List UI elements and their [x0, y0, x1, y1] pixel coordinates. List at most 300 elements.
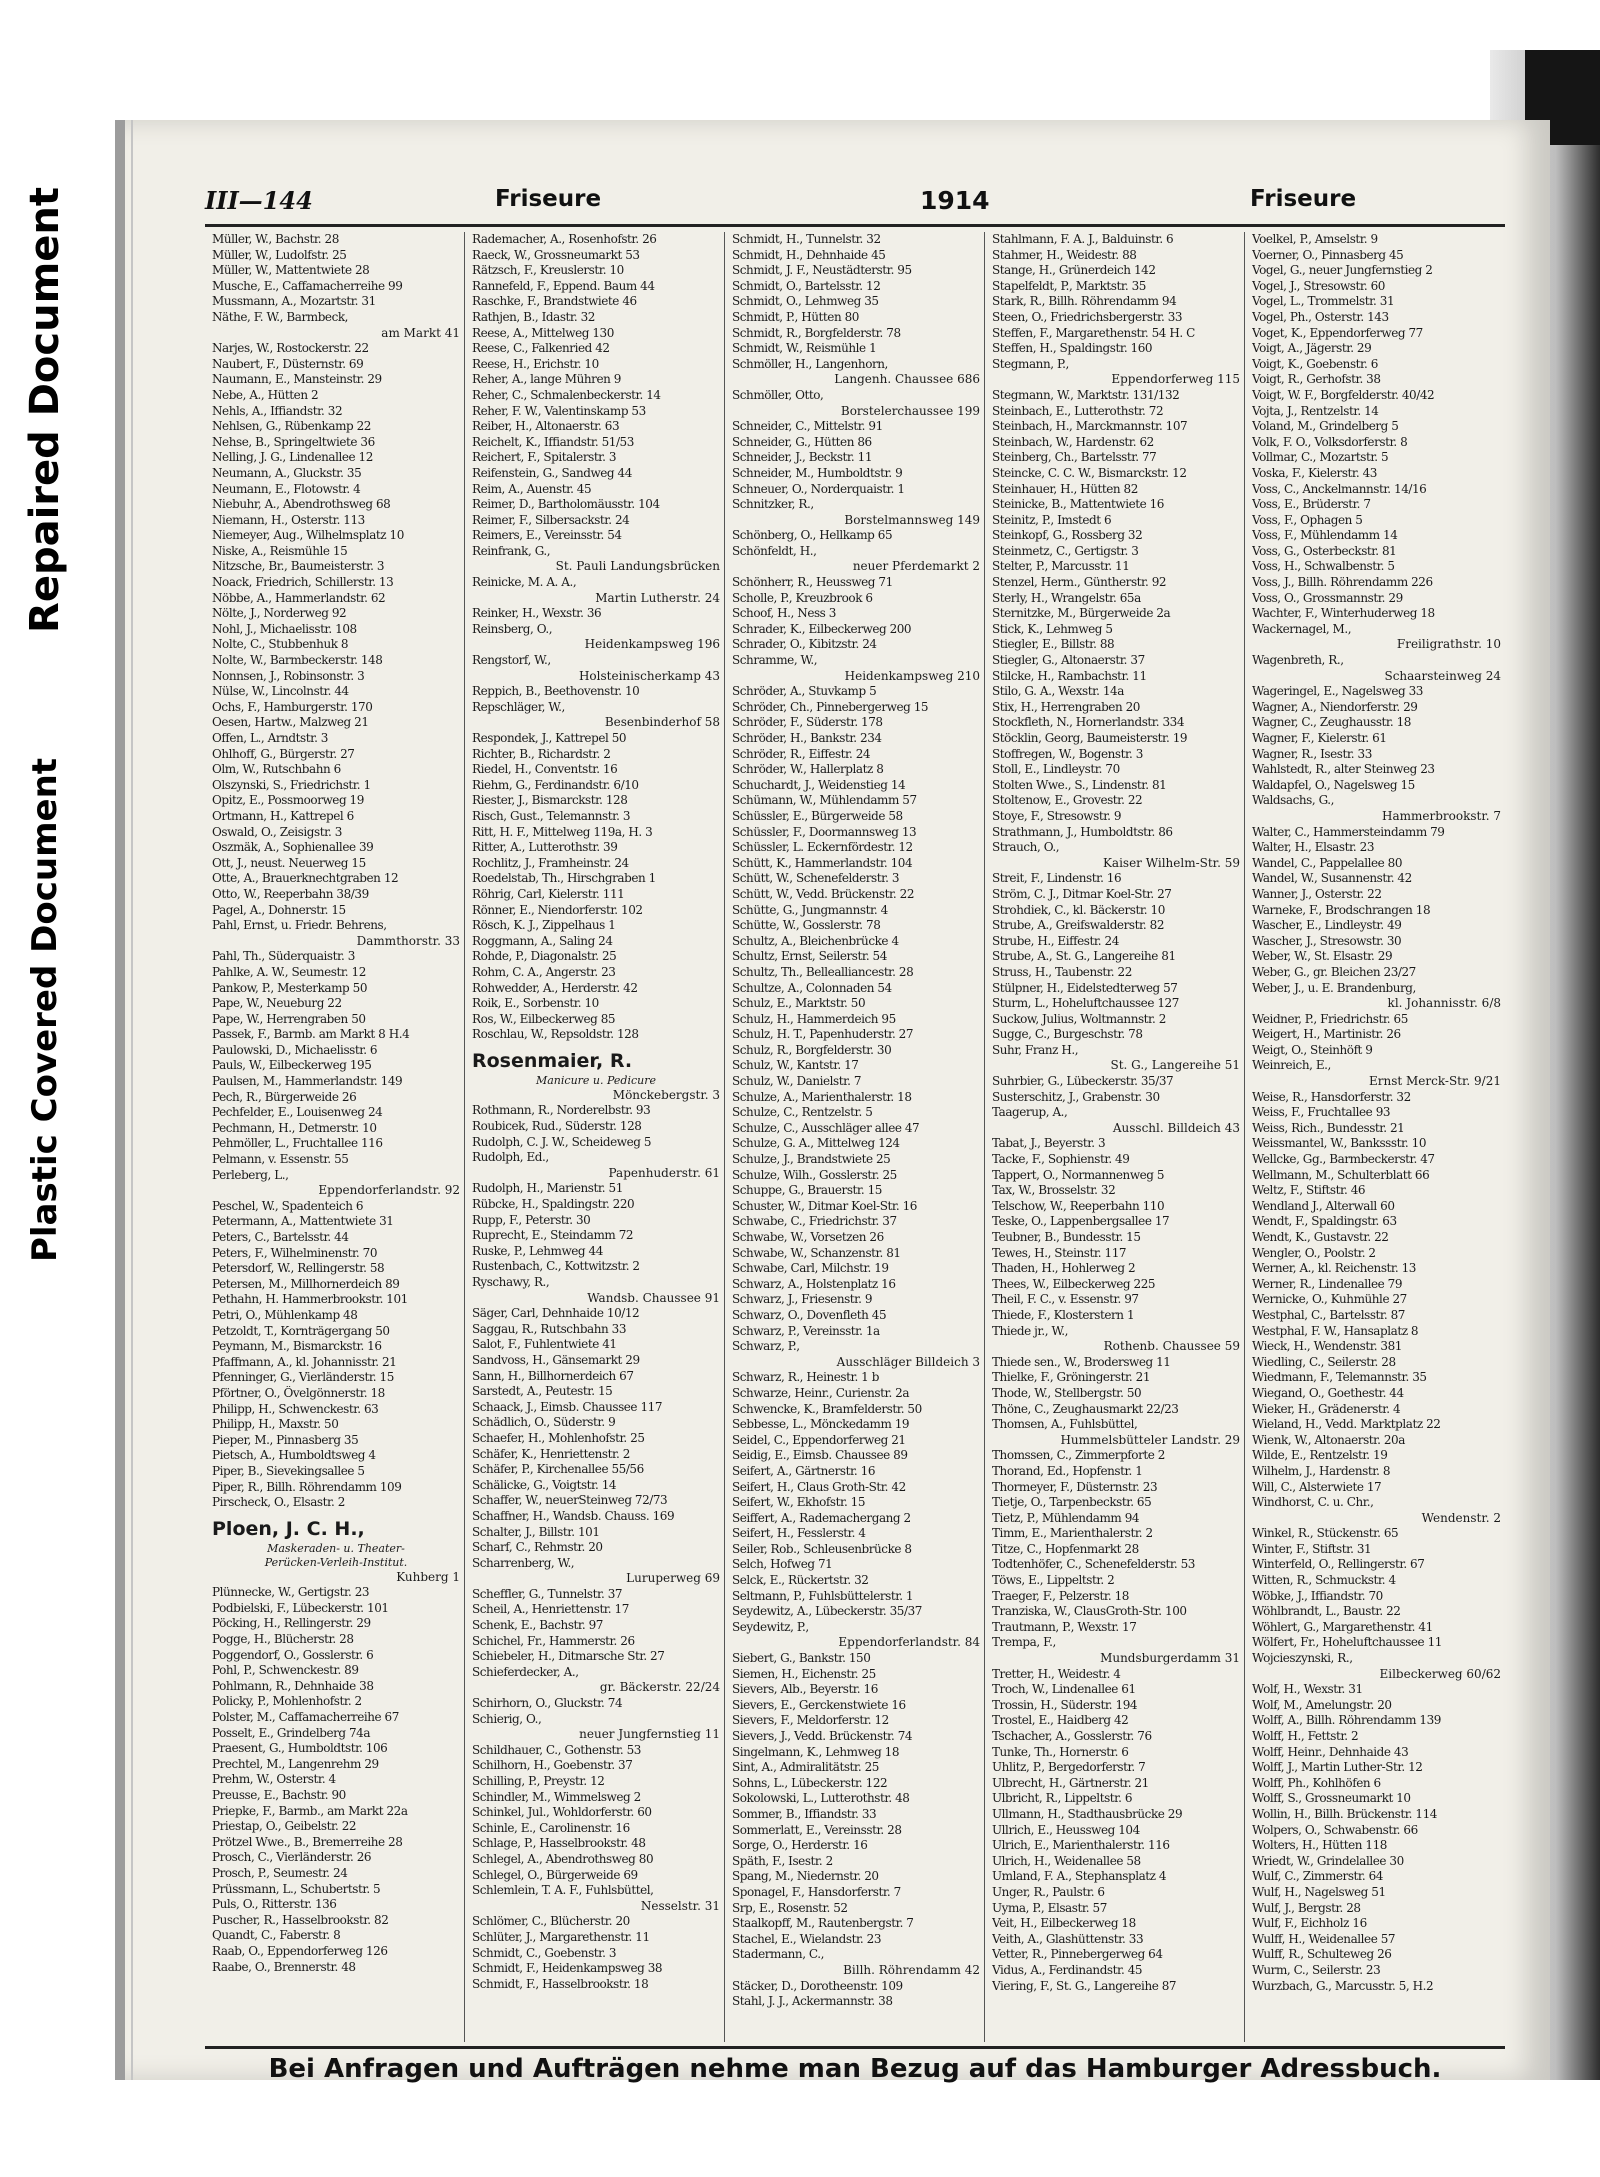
directory-entry: Richter, B., Richardstr. 2	[472, 746, 611, 761]
directory-entry: Schichel, Fr., Hammerstr. 26	[472, 1633, 635, 1648]
directory-entry: Scheffler, G., Tunnelstr. 37	[472, 1586, 623, 1601]
directory-entry: Seidig, E., Eimsb. Chaussee 89	[732, 1448, 908, 1463]
directory-entry: Tranziska, W., ClausGroth-Str. 100	[992, 1604, 1187, 1619]
directory-entry: Voss, F., Mühlendamm 14	[1252, 528, 1398, 543]
directory-entry: Schuppe, G., Brauerstr. 15	[732, 1183, 882, 1198]
directory-entry: Stoltenow, E., Grovestr. 22	[992, 793, 1143, 808]
directory-entry: Repschläger, W.,	[472, 699, 565, 714]
directory-entry: Reichert, F., Spitalerstr. 3	[472, 450, 617, 465]
directory-entry: Winterfeld, O., Rellingerstr. 67	[1252, 1557, 1425, 1572]
directory-entry: Wöhlbrandt, L., Baustr. 22	[1252, 1604, 1401, 1619]
directory-entry: Schüssler, L. Eckernfördestr. 12	[732, 840, 913, 855]
directory-entry: Schmidt, O., Bartelsstr. 12	[732, 278, 881, 293]
page-header	[205, 186, 1515, 226]
entry-continuation: Holsteinischerkamp 43	[578, 668, 720, 683]
directory-entry: Reher, A., lange Mühren 9	[472, 372, 621, 387]
directory-entry: Stange, H., Grünerdeich 142	[992, 263, 1156, 278]
directory-entry: Reinker, H., Wexstr. 36	[472, 606, 602, 621]
directory-entry: Stöcklin, Georg, Baumeisterstr. 19	[992, 731, 1188, 745]
directory-entry: Wolf, H., Wexstr. 31	[1252, 1682, 1363, 1697]
directory-entry: Steinmetz, C., Gertigstr. 3	[992, 543, 1139, 558]
entry-continuation: Kaiser Wilhelm-Str. 59	[1102, 855, 1240, 870]
directory-entry: Ullmann, H., Stadthausbrücke 29	[992, 1806, 1183, 1821]
directory-entry: Voigt, R., Gerhofstr. 38	[1252, 372, 1381, 387]
directory-entry: Pohlmann, R., Dehnhaide 38	[212, 1678, 374, 1693]
directory-entry: Troch, W., Lindenallee 61	[992, 1682, 1136, 1697]
directory-entry: Schneider, C., Mittelstr. 91	[732, 419, 883, 434]
entry-continuation: Nesselstr. 31	[640, 1898, 720, 1913]
directory-entry: Winkel, R., Stückenstr. 65	[1252, 1526, 1399, 1541]
directory-entry: Piper, B., Sievekingsallee 5	[212, 1463, 365, 1478]
directory-entry: Schmidt, H., Tunnelstr. 32	[732, 232, 881, 246]
repaired-document-text: Repaired Document	[22, 187, 68, 633]
directory-entry: Polster, M., Caffamacherreihe 67	[212, 1710, 399, 1725]
directory-entry: Schwabe, W., Vorsetzen 26	[732, 1230, 884, 1244]
directory-page	[115, 120, 1550, 2084]
directory-entry: Perleberg, L.,	[212, 1167, 289, 1182]
directory-entry: Wandel, C., Pappelallee 80	[1252, 855, 1403, 870]
side-labels	[0, 0, 100, 2177]
directory-entry: Ohlhoff, G., Bürgerstr. 27	[212, 746, 355, 761]
directory-entry: Nehls, A., Iffiandstr. 32	[212, 403, 343, 418]
directory-entry: Wiedmann, F., Telemannstr. 35	[1252, 1370, 1427, 1385]
directory-entry: Peymann, M., Bismarckstr. 16	[212, 1339, 382, 1354]
directory-entry: Schulze, J., Brandstwiete 25	[732, 1152, 891, 1167]
directory-entry: Stilcke, H., Rambachstr. 11	[992, 668, 1147, 683]
entry-continuation: am Markt 41	[381, 325, 460, 340]
directory-entry: Waldsachs, G.,	[1252, 793, 1335, 808]
directory-entry: Wurm, C., Seilerstr. 23	[1252, 1962, 1381, 1977]
directory-entry: Veith, A., Glashüttenstr. 33	[992, 1931, 1144, 1946]
directory-entry: Wolters, H., Hütten 118	[1252, 1838, 1387, 1853]
directory-entry: Sohns, L., Lübeckerstr. 122	[732, 1775, 888, 1790]
directory-entry: Schütt, W., Vedd. Brückenstr. 22	[732, 886, 915, 901]
directory-entry: Salot, F., Fuhlentwiete 41	[472, 1337, 617, 1352]
directory-entry: Wolff, S., Grossneumarkt 10	[1252, 1791, 1411, 1806]
directory-entry: Schmidt, W., Reismühle 1	[732, 341, 877, 356]
directory-entry: Opitz, E., Possmoorweg 19	[212, 793, 364, 808]
directory-entry: Offen, L., Arndtstr. 3	[212, 731, 328, 745]
directory-entry: Schmidt, F., Heidenkampsweg 38	[472, 1961, 663, 1976]
directory-entry: Thöne, C., Zeughausmarkt 22/23	[992, 1401, 1179, 1416]
directory-entry: Ritt, H. F., Mittelweg 119a, H. 3	[472, 824, 653, 839]
directory-entry: Stark, R., Billh. Röhrendamm 94	[992, 294, 1177, 309]
entry-continuation: Eppendorferlandstr. 84	[838, 1635, 980, 1650]
directory-entry: Telschow, W., Reeperbahn 110	[992, 1198, 1165, 1213]
directory-entry: Schalter, J., Billstr. 101	[472, 1524, 600, 1539]
entry-continuation: St. G., Langereihe 51	[1110, 1058, 1240, 1073]
directory-entry: Schlegel, A., Abendrothsweg 80	[472, 1851, 654, 1866]
directory-entry: Schlüter, J., Margarethenstr. 11	[472, 1929, 650, 1944]
directory-entry: Sternitzke, M., Bürgerweide 2a	[992, 606, 1171, 621]
directory-entry: Pelmann, v. Essenstr. 55	[212, 1152, 349, 1167]
directory-entry: Raab, O., Eppendorferweg 126	[212, 1943, 388, 1958]
directory-entry: Vojta, J., Rentzelstr. 14	[1252, 403, 1379, 418]
directory-entry: Susterschitz, J., Grabenstr. 30	[992, 1089, 1160, 1104]
directory-entry: Schramme, W.,	[732, 653, 818, 668]
directory-entry: Respondek, J., Kattrepel 50	[472, 731, 627, 745]
directory-entry: Pförtner, O., Övelgönnerstr. 18	[212, 1385, 385, 1400]
directory-entry: Vollmar, C., Mozartstr. 5	[1252, 450, 1389, 465]
directory-entry: Vidus, A., Ferdinandstr. 45	[992, 1962, 1143, 1977]
directory-entry: Thielke, F., Gröningerstr. 21	[992, 1370, 1151, 1385]
directory-entry: Pietsch, A., Humboldtsweg 4	[212, 1448, 376, 1463]
page-number: III—144	[205, 186, 313, 215]
directory-entry: Roubicek, Rud., Süderstr. 128	[472, 1119, 642, 1134]
directory-entry: Passek, F., Barmb. am Markt 8 H.4	[212, 1027, 410, 1042]
directory-entry: Thomssen, C., Zimmerpforte 2	[992, 1448, 1165, 1463]
entry-continuation: Rothenb. Chaussee 59	[1103, 1339, 1240, 1354]
directory-entry: Paulsen, M., Hammerlandstr. 149	[212, 1074, 403, 1089]
directory-entry: Unger, R., Paulstr. 6	[992, 1884, 1105, 1899]
directory-entry: Pieper, M., Pinnasberg 35	[212, 1432, 359, 1447]
entry-continuation: Ausschläger Billdeich 3	[836, 1354, 980, 1369]
directory-entry: Wölfert, Fr., Hoheluftchaussee 11	[1252, 1635, 1442, 1650]
directory-entry: Reher, F. W., Valentinskamp 53	[472, 403, 646, 418]
directory-entry: Pahl, Ernst, u. Friedr. Behrens,	[212, 918, 387, 933]
directory-entry: Weber, G., gr. Bleichen 23/27	[1252, 964, 1416, 979]
entry-continuation: Wendenstr. 2	[1421, 1510, 1501, 1525]
directory-entry: Schwarz, O., Dovenfleth 45	[732, 1307, 887, 1322]
directory-entry: Wolf, M., Amelungstr. 20	[1252, 1697, 1392, 1712]
directory-entry: Pahlke, A. W., Seumestr. 12	[212, 964, 366, 979]
directory-entry: Selck, E., Rückertstr. 32	[732, 1573, 869, 1588]
directory-entry: Rohde, P., Diagonalstr. 25	[472, 949, 617, 964]
directory-entry: Müller, W., Ludolfstr. 25	[212, 247, 347, 262]
directory-entry: Steffen, F., Margarethenstr. 54 H. C	[992, 325, 1195, 340]
directory-entry: Wandel, W., Susannenstr. 42	[1252, 871, 1412, 886]
entry-continuation: Eppendorferlandstr. 92	[318, 1183, 460, 1198]
directory-entry: Rupp, F., Peterstr. 30	[472, 1212, 591, 1227]
directory-entry: Tietz, P., Mühlendamm 94	[992, 1510, 1140, 1525]
directory-entry: Vogel, L., Trommelstr. 31	[1252, 294, 1395, 309]
directory-entry: Schultze, A., Colonnaden 54	[732, 980, 892, 995]
directory-entry: Pehmöller, L., Fruchtallee 116	[212, 1136, 383, 1151]
directory-entry: Steinicke, B., Mattentwiete 16	[992, 497, 1164, 512]
directory-entry: Schaack, J., Eimsb. Chaussee 117	[472, 1399, 662, 1414]
directory-entry: Weise, R., Hansdorferstr. 32	[1252, 1089, 1411, 1104]
directory-entry: Wiedling, C., Seilerstr. 28	[1252, 1354, 1396, 1369]
directory-entry: Peschel, W., Spadenteich 6	[212, 1198, 364, 1213]
directory-entry: Schwarz, R., Heinestr. 1 b	[732, 1370, 879, 1385]
directory-entry: Pankow, P., Mesterkamp 50	[212, 980, 368, 995]
directory-entry: Wulf, H., Nagelsweg 51	[1252, 1884, 1386, 1899]
directory-entry: Selch, Hofweg 71	[732, 1557, 833, 1572]
directory-entry: Schmidt, P., Hütten 80	[732, 309, 859, 324]
directory-entry: Nolte, C., Stubbenhuk 8	[212, 637, 349, 652]
entry-continuation: neuer Jungfernstieg 11	[579, 1727, 720, 1742]
directory-entry: Nehlsen, G., Rübenkamp 22	[212, 419, 371, 434]
entry-continuation: Mundsburgerdamm 31	[1100, 1651, 1240, 1666]
directory-entry: Wöbke, J., Iffiandstr. 70	[1252, 1588, 1383, 1603]
directory-entry: Schütt, K., Hammerlandstr. 104	[732, 855, 913, 870]
entry-continuation: Borstelmannsweg 149	[844, 512, 980, 527]
directory-entry: Wöhlert, G., Margarethenstr. 41	[1252, 1619, 1433, 1634]
directory-entry: Schlömer, C., Blücherstr. 20	[472, 1914, 630, 1929]
directory-entry: Podbielski, F., Lübeckerstr. 101	[212, 1600, 389, 1615]
directory-entry: Paulowski, D., Michaelisstr. 6	[212, 1042, 378, 1057]
directory-entry: Philipp, H., Schwenckestr. 63	[212, 1401, 379, 1416]
directory-entry: Weber, J., u. E. Brandenburg,	[1252, 980, 1416, 995]
directory-entry: Priestap, O., Geibelstr. 22	[212, 1819, 357, 1834]
directory-entry: Poggendorf, O., Gosslerstr. 6	[212, 1647, 374, 1662]
directory-entry: Pirscheck, O., Elsastr. 2	[212, 1495, 345, 1510]
firm-description: Manicure u. Pedicure	[535, 1073, 656, 1087]
directory-entry: Riehm, G., Ferdinandstr. 6/10	[472, 777, 639, 792]
page-edge	[131, 120, 133, 2080]
directory-entry: Wascher, J., Stresowstr. 30	[1252, 933, 1402, 948]
directory-entry: Priepke, F., Barmb., am Markt 22a	[212, 1803, 408, 1818]
header-year: 1914	[920, 186, 990, 215]
directory-entry: Thiede, F., Klosterstern 1	[992, 1307, 1135, 1322]
directory-entry: Ochs, F., Hamburgerstr. 170	[212, 699, 373, 714]
directory-entry: Voss, C., Anckelmannstr. 14/16	[1252, 481, 1427, 496]
directory-entry: Preusse, E., Bachstr. 90	[212, 1788, 346, 1802]
directory-entry: Müller, W., Bachstr. 28	[212, 232, 339, 246]
directory-entry: Schlage, P., Hasselbrookstr. 48	[472, 1836, 646, 1851]
directory-entry: Rothmann, R., Norderelbstr. 93	[472, 1103, 651, 1118]
directory-entry: Voigt, K., Goebenstr. 6	[1252, 356, 1378, 371]
directory-entry: Tacke, F., Sophienstr. 49	[992, 1152, 1130, 1167]
directory-entry: Rochlitz, J., Framheinstr. 24	[472, 855, 629, 870]
directory-entry: Schönberg, O., Hellkamp 65	[732, 528, 893, 543]
directory-entry: Walter, H., Elsastr. 23	[1252, 840, 1375, 855]
directory-entry: Nelling, J. G., Lindenallee 12	[212, 450, 373, 465]
directory-entry: Weidner, P., Friedrichstr. 65	[1252, 1011, 1408, 1026]
directory-entry: Schwarze, Heinr., Curienstr. 2a	[732, 1385, 910, 1400]
directory-entry: Ullrich, E., Heussweg 104	[992, 1822, 1140, 1837]
directory-entry: Schilhorn, H., Goebenstr. 37	[472, 1758, 633, 1773]
directory-entry: Strohdiek, C., kl. Bäckerstr. 10	[992, 902, 1165, 917]
directory-entry: Wagner, A., Niendorferstr. 29	[1252, 699, 1418, 714]
directory-entry: Voland, M., Grindelberg 5	[1252, 419, 1399, 434]
directory-entry: Raeck, W., Grossneumarkt 53	[472, 247, 640, 262]
directory-entry: Schröder, H., Bankstr. 234	[732, 731, 882, 745]
entry-continuation: Schaarsteinweg 24	[1384, 668, 1501, 683]
directory-entry: Reimer, D., Bartholomäusstr. 104	[472, 497, 660, 512]
directory-entry: Petersdorf, W., Rellingerstr. 58	[212, 1261, 385, 1276]
directory-entry: Raschke, F., Brandstwiete 46	[472, 294, 637, 309]
directory-entry: Veit, H., Eilbeckerweg 18	[992, 1916, 1136, 1931]
directory-entry: Sandvoss, H., Gänsemarkt 29	[472, 1352, 640, 1367]
directory-entry: Siemen, H., Eichenstr. 25	[732, 1666, 876, 1681]
directory-entry: Wachter, F., Winterhuderweg 18	[1252, 606, 1435, 621]
directory-entry: Näthe, F. W., Barmbeck,	[212, 309, 349, 324]
directory-entry: Reese, H., Erichstr. 10	[472, 356, 599, 371]
directory-entry: Sturm, L., Hoheluftchaussee 127	[992, 996, 1179, 1011]
directory-entry: Pechfelder, E., Louisenweg 24	[212, 1105, 383, 1120]
directory-entry: Niemeyer, Aug., Wilhelmsplatz 10	[212, 528, 404, 543]
directory-entry: Steinhauer, H., Hütten 82	[992, 481, 1138, 496]
directory-entry: Ott, J., neust. Neuerweg 15	[212, 855, 366, 870]
directory-entry: Schäfer, K., Henriettenstr. 2	[472, 1446, 630, 1461]
directory-entry: Wojcieszynski, R.,	[1252, 1651, 1353, 1666]
directory-entry: Vetter, R., Pinnebergerweg 64	[992, 1947, 1163, 1962]
plastic-covered-text: Plastic Covered Document	[25, 757, 66, 1263]
directory-entry: Wagenbreth, R.,	[1252, 653, 1344, 668]
directory-entry: Sommer, B., Iffiandstr. 33	[732, 1806, 877, 1821]
directory-entry: Ritter, A., Lutterothstr. 39	[472, 840, 618, 855]
directory-entry: Plünnecke, W., Gertigstr. 23	[212, 1585, 370, 1600]
directory-entry: Pohl, P., Schwenckestr. 89	[212, 1663, 359, 1678]
directory-entry: Schütte, G., Jungmannstr. 4	[732, 902, 888, 917]
directory-column-4	[985, 232, 1245, 2042]
directory-column-2	[465, 232, 725, 2042]
directory-entry: Tabat, J., Beyerstr. 3	[992, 1136, 1106, 1151]
directory-entry: Rohm, C. A., Angerstr. 23	[472, 964, 616, 979]
directory-entry: Sommerlatt, E., Vereinsstr. 28	[732, 1822, 902, 1837]
directory-entry: Stegmann, W., Marktstr. 131/132	[992, 387, 1180, 402]
directory-entry: Oswald, O., Zeisigstr. 3	[212, 824, 342, 839]
directory-entry: Sarstedt, A., Peutestr. 15	[472, 1384, 613, 1399]
directory-entry: Sann, H., Billhornerdeich 67	[472, 1368, 634, 1383]
directory-entry: Puscher, R., Hasselbrookstr. 82	[212, 1912, 389, 1927]
directory-entry: Rengstorf, W.,	[472, 653, 551, 668]
entry-continuation: Ausschl. Billdeich 43	[1112, 1120, 1240, 1135]
directory-column-1	[205, 232, 465, 2042]
directory-entry: Schwabe, Carl, Milchstr. 19	[732, 1261, 889, 1276]
directory-entry: Steinberg, Ch., Bartelsstr. 77	[992, 450, 1157, 465]
directory-entry: Sokolowski, L., Lutterothstr. 48	[732, 1791, 910, 1806]
directory-entry: Scholle, P., Kreuzbrook 6	[732, 590, 873, 605]
entry-continuation: neuer Pferdemarkt 2	[852, 559, 980, 574]
directory-entry: Petermann, A., Mattentwiete 31	[212, 1214, 394, 1229]
directory-entry: Niebuhr, A., Abendrothsweg 68	[212, 497, 391, 512]
directory-entry: Schmidt, C., Goebenstr. 3	[472, 1945, 617, 1960]
directory-entry: Sievers, F., Meldorferstr. 12	[732, 1713, 889, 1728]
directory-entry: Pape, W., Neueburg 22	[212, 996, 342, 1011]
footer-rule	[205, 2046, 1505, 2049]
directory-entry: Tappert, O., Normannenweg 5	[992, 1167, 1165, 1182]
directory-entry: Strube, A., St. G., Langereihe 81	[992, 949, 1176, 964]
directory-entry: Rademacher, A., Rosenhofstr. 26	[472, 232, 657, 246]
directory-entry: Steinbach, W., Hardenstr. 62	[992, 434, 1154, 449]
directory-entry: Wolpers, O., Schwabenstr. 66	[1252, 1822, 1418, 1837]
firm-description: Maskeraden- u. Theater-	[267, 1541, 405, 1555]
entry-continuation: Kuhberg 1	[396, 1569, 460, 1584]
directory-entry: Suckow, Julius, Woltmannstr. 2	[992, 1011, 1166, 1026]
directory-entry: Stiegler, E., Billstr. 88	[992, 637, 1115, 652]
entry-continuation: Dammthorstr. 33	[356, 933, 460, 948]
directory-entry: Reifenstein, G., Sandweg 44	[472, 465, 632, 480]
directory-entry: Prechtel, M., Langenrehm 29	[212, 1756, 379, 1771]
directory-entry: Oesen, Hartw., Malzweg 21	[212, 715, 369, 730]
directory-entry: Reimer, F., Silbersackstr. 24	[472, 512, 630, 527]
entry-continuation: Eppendorferweg 115	[1111, 372, 1240, 387]
directory-entry: Risch, Gust., Telemannstr. 3	[472, 808, 631, 823]
directory-entry: Röhrig, Carl, Kielerstr. 111	[472, 886, 625, 901]
directory-entry: Riester, J., Bismarckstr. 128	[472, 793, 628, 808]
directory-entry: Schenk, E., Bachstr. 97	[472, 1618, 603, 1633]
directory-entry: Schneuer, O., Norderquaistr. 1	[732, 481, 905, 496]
directory-entry: Schädlich, O., Süderstr. 9	[472, 1415, 616, 1430]
directory-entry: Späth, F., Isestr. 2	[732, 1853, 833, 1868]
directory-entry: Theil, F. C., v. Essenstr. 97	[992, 1292, 1139, 1307]
directory-entry: Wanner, J., Osterstr. 22	[1252, 886, 1382, 901]
directory-entry: Weigert, H., Martinistr. 26	[1252, 1027, 1401, 1042]
directory-entry: Schüssler, E., Bürgerweide 58	[732, 808, 903, 823]
directory-entry: Warneke, F., Brodschrangen 18	[1252, 902, 1431, 917]
directory-entry: Trossin, H., Süderstr. 194	[992, 1697, 1138, 1712]
directory-entry: Schwencke, K., Bramfelderstr. 50	[732, 1401, 922, 1416]
directory-entry: Ulrich, E., Marienthalerstr. 116	[992, 1838, 1170, 1853]
directory-entry: Pahl, Th., Süderquaistr. 3	[212, 949, 355, 964]
directory-entry: Sugge, C., Burgeschstr. 78	[992, 1027, 1143, 1042]
directory-entry: Nonnsen, J., Robinsonstr. 3	[212, 668, 365, 683]
directory-entry: Wulf, F., Eichholz 16	[1252, 1916, 1367, 1931]
directory-entry: Voss, G., Osterbeckstr. 81	[1252, 543, 1397, 558]
directory-entry: Schmöller, Otto,	[732, 387, 824, 402]
directory-entry: Vogel, G., neuer Jungfernstieg 2	[1252, 263, 1433, 278]
directory-entry: Umland, F. A., Stephansplatz 4	[992, 1869, 1167, 1884]
directory-entry: Schälicke, G., Voigtstr. 14	[472, 1477, 617, 1492]
directory-entry: Pagel, A., Dohnerstr. 15	[212, 902, 346, 917]
directory-entry: Voigt, W. F., Borgfelderstr. 40/42	[1252, 387, 1435, 402]
directory-entry: Sebbesse, L., Mönckedamm 19	[732, 1417, 910, 1432]
directory-entry: Rösch, K. J., Zippelhaus 1	[472, 918, 616, 933]
directory-entry: Struss, H., Taubenstr. 22	[992, 964, 1132, 979]
directory-entry: Nöbbe, A., Hammerlandstr. 62	[212, 590, 386, 605]
directory-entry: Waldapfel, O., Nagelsweg 15	[1252, 777, 1415, 792]
directory-entry: Schultz, Th., Bellealliancestr. 28	[732, 964, 914, 979]
directory-entry: Roschlau, W., Repsoldstr. 128	[472, 1027, 639, 1042]
directory-entry: Seiffert, A., Rademachergang 2	[732, 1510, 911, 1525]
directory-entry: Tietje, O., Tarpenbeckstr. 65	[992, 1495, 1152, 1510]
directory-entry: Steinbach, H., Marckmannstr. 107	[992, 419, 1188, 434]
directory-entry: Wendt, F., Spaldingstr. 63	[1252, 1214, 1397, 1229]
entry-continuation: Freiligrathstr. 10	[1396, 637, 1501, 652]
directory-entry: Voss, J., Billh. Röhrendamm 226	[1252, 575, 1433, 590]
directory-entry: Schwabe, C., Friedrichstr. 37	[732, 1214, 897, 1229]
directory-entry: Reppich, B., Beethovenstr. 10	[472, 684, 640, 699]
directory-entry: Wagner, F., Kielerstr. 61	[1252, 731, 1387, 745]
directory-entry: Sievers, E., Gerckenstwiete 16	[732, 1697, 906, 1712]
directory-entry: Wageringel, E., Nagelsweg 33	[1252, 684, 1423, 699]
directory-entry: Wienk, W., Altonaerstr. 20a	[1252, 1432, 1405, 1447]
directory-entry: Schröder, Ch., Pinnebergerweg 15	[732, 699, 929, 714]
directory-entry: Thomsen, A., Fuhlsbüttel,	[992, 1417, 1138, 1432]
directory-entry: Voerner, O., Pinnasberg 45	[1252, 247, 1404, 262]
directory-entry: Stahmer, H., Weidestr. 88	[992, 247, 1137, 262]
directory-entry: Rönner, E., Niendorferstr. 102	[472, 902, 643, 917]
directory-entry: Voss, E., Brüderstr. 7	[1252, 497, 1371, 512]
directory-entry: Wengler, O., Poolstr. 2	[1252, 1245, 1376, 1260]
directory-entry: Stahl, J. J., Ackermannstr. 38	[732, 1994, 893, 2009]
directory-entry: Thode, W., Stellbergstr. 50	[992, 1385, 1142, 1400]
directory-entry: Schmidt, F., Hasselbrookstr. 18	[472, 1976, 649, 1991]
directory-entry: Petri, O., Mühlenkamp 48	[212, 1307, 358, 1322]
directory-entry: Strauch, O.,	[992, 840, 1060, 855]
entry-continuation: Luruperweg 69	[626, 1571, 720, 1586]
directory-entry: Westphal, F. W., Hansaplatz 8	[1252, 1323, 1419, 1338]
directory-entry: Pech, R., Bürgerweide 26	[212, 1089, 357, 1104]
directory-entry: Ruprecht, E., Steindamm 72	[472, 1228, 634, 1243]
entry-continuation: gr. Bäckerstr. 22/24	[599, 1680, 720, 1695]
directory-entry: Wolff, Heinr., Dehnhaide 43	[1252, 1744, 1409, 1759]
directory-entry: Pfenninger, G., Vierländerstr. 15	[212, 1370, 394, 1385]
directory-entry: Nehse, B., Springeltwiete 36	[212, 434, 375, 449]
entry-continuation: St. Pauli Landungsbrücken	[555, 559, 720, 574]
directory-entry: Pechmann, H., Detmerstr. 10	[212, 1120, 377, 1135]
directory-entry: Schulze, Wilh., Gosslerstr. 25	[732, 1167, 897, 1182]
directory-entry: Roggmann, A., Saling 24	[472, 933, 613, 948]
directory-entry: Suhr, Franz H.,	[992, 1042, 1079, 1057]
directory-entry: Seydewitz, P.,	[732, 1619, 809, 1634]
directory-entry: Wolff, H., Fettstr. 2	[1252, 1729, 1359, 1743]
directory-entry: Strube, H., Eiffestr. 24	[992, 933, 1119, 948]
directory-entry: Voss, O., Grossmannstr. 29	[1252, 590, 1403, 605]
directory-entry: Nitzsche, Br., Baumeisterstr. 3	[212, 559, 385, 574]
